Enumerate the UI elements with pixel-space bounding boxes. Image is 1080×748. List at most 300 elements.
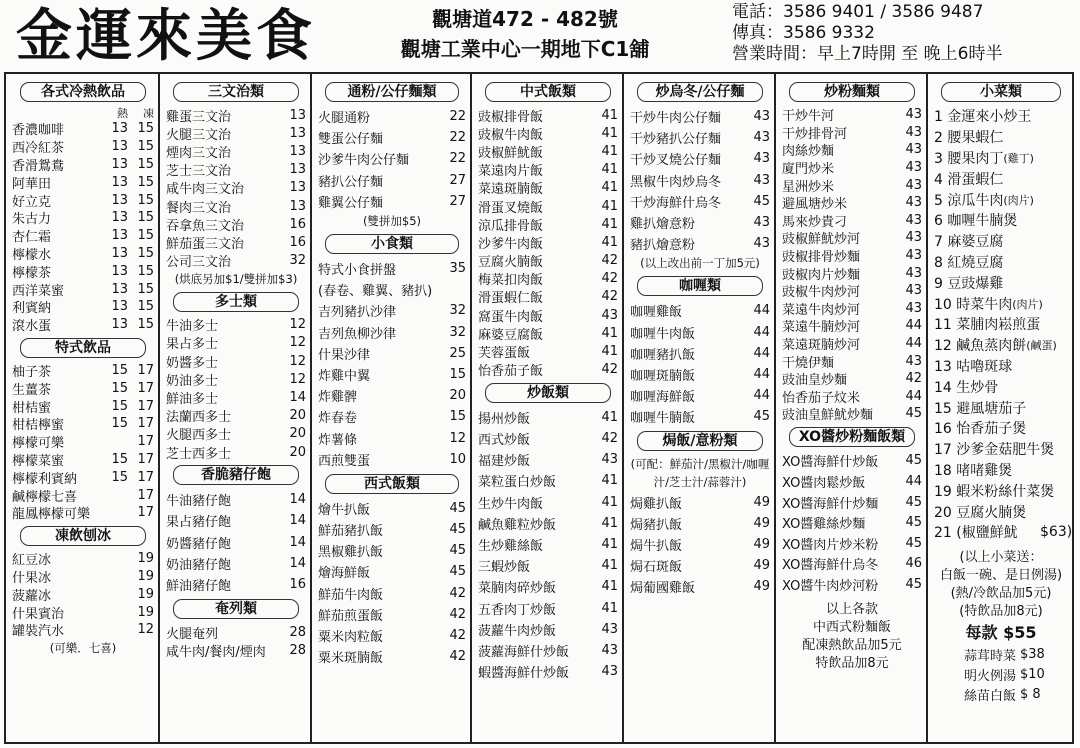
item-name: 果占豬仔飽 bbox=[166, 515, 232, 531]
fax: 傳真：3586 9332 bbox=[732, 23, 875, 43]
item-name: XO醬肉片炒米粉 bbox=[782, 537, 879, 553]
item-name: 特式小食拼盤 bbox=[318, 263, 397, 279]
item-name: 滾水蛋 bbox=[12, 319, 52, 335]
menu-item bbox=[12, 433, 154, 451]
item-price: 43 bbox=[905, 353, 922, 369]
item-price: 43 bbox=[601, 642, 618, 658]
item-name: 火腿奄列 bbox=[166, 626, 219, 642]
extra-name: 明火例湯 bbox=[963, 669, 1016, 685]
item-name: 牛油豬仔飽 bbox=[166, 494, 232, 510]
item-price: 42 bbox=[905, 371, 922, 387]
item-price: 43 bbox=[905, 124, 922, 140]
cold-price: 15 bbox=[137, 192, 154, 208]
menu-item bbox=[934, 272, 1068, 293]
item-name: 怡香茄子炆米 bbox=[782, 390, 861, 406]
item-name: 鮮茄豬扒飯 bbox=[318, 524, 384, 540]
item-price: 43 bbox=[753, 172, 770, 188]
item-price: 43 bbox=[905, 177, 922, 193]
menu-item bbox=[782, 335, 922, 353]
item-price: 43 bbox=[753, 109, 770, 125]
item-price: 12 bbox=[289, 317, 306, 333]
menu-item bbox=[478, 555, 618, 576]
item-name: 干炒叉燒公仔麵 bbox=[630, 153, 722, 169]
menu-item bbox=[318, 385, 466, 406]
item-name: 9 豆豉爆雞 bbox=[934, 275, 1004, 292]
item-price: 45 bbox=[449, 543, 466, 559]
item-name: 14 生炒骨 bbox=[934, 379, 999, 396]
menu-item bbox=[934, 148, 1068, 169]
item-name: 滑蛋叉燒飯 bbox=[478, 200, 544, 216]
menu-item bbox=[166, 425, 306, 443]
extra-name: 絲苗白飯 bbox=[963, 689, 1016, 705]
item-name: 豉椒牛肉炒河 bbox=[782, 285, 861, 301]
item-name: 西冷紅茶 bbox=[12, 141, 65, 157]
menu-item bbox=[782, 471, 922, 492]
hot-price: 13 bbox=[111, 299, 128, 315]
item-name: 鮮油豬仔飽 bbox=[166, 579, 232, 595]
menu-item bbox=[934, 522, 1072, 543]
item-name: 生炒牛肉飯 bbox=[478, 496, 544, 512]
menu-item bbox=[478, 288, 618, 306]
cold-price: 19 bbox=[137, 604, 154, 620]
menu-item bbox=[934, 397, 1068, 418]
item-name: 檸檬利賓納 bbox=[12, 471, 78, 487]
item-price: 10 bbox=[449, 451, 466, 467]
menu-item bbox=[478, 661, 618, 682]
menu-item bbox=[934, 418, 1068, 439]
menu-item bbox=[166, 510, 306, 531]
item-price: 16 bbox=[289, 577, 306, 593]
item-price: 20 bbox=[289, 426, 306, 442]
item-name: XO醬肉鬆炒飯 bbox=[782, 476, 866, 492]
menu-item bbox=[934, 501, 1068, 522]
menu-item bbox=[630, 343, 770, 364]
menu-item bbox=[630, 127, 770, 148]
hot-price: 13 bbox=[111, 228, 128, 244]
item-name: 豉椒鮮魷炒河 bbox=[782, 232, 861, 248]
item-price: 41 bbox=[601, 107, 618, 123]
item-name: 豉椒排骨飯 bbox=[478, 109, 544, 125]
item-price: 45 bbox=[449, 564, 466, 580]
section-title: 小菜類 bbox=[941, 82, 1061, 102]
item-name: 揚州炒飯 bbox=[478, 411, 531, 427]
business-hours: 營業時間：早上7時開 至 晚上6時半 bbox=[732, 44, 1003, 64]
menu-item bbox=[12, 504, 154, 522]
item-name: 牛油多士 bbox=[166, 319, 219, 335]
item-price: 16 bbox=[289, 216, 306, 232]
hot-price: 13 bbox=[111, 139, 128, 155]
menu-section bbox=[478, 82, 618, 379]
menu-item bbox=[318, 498, 466, 519]
hot-price: 13 bbox=[111, 192, 128, 208]
item-name: 芝士三文治 bbox=[166, 164, 232, 180]
menu-item bbox=[478, 215, 618, 233]
menu-item bbox=[934, 252, 1068, 273]
item-price: 41 bbox=[601, 162, 618, 178]
menu-item bbox=[318, 148, 466, 169]
hot-price: 13 bbox=[111, 281, 128, 297]
menu-column bbox=[926, 74, 1072, 742]
item-price: 44 bbox=[753, 366, 770, 382]
item-price: 41 bbox=[601, 600, 618, 616]
menu-item bbox=[630, 385, 770, 406]
extra-item bbox=[934, 645, 1068, 665]
item-price: 13 bbox=[289, 198, 306, 214]
menu-item bbox=[318, 604, 466, 625]
item-price: 22 bbox=[449, 130, 466, 146]
menu-item bbox=[12, 156, 154, 174]
item-name: 檸檬可樂 bbox=[12, 436, 65, 452]
menu-item bbox=[12, 379, 154, 397]
menu-item bbox=[12, 316, 154, 334]
item-price: 13 bbox=[289, 107, 306, 123]
menu-column bbox=[310, 74, 470, 742]
item-name: 18 啫啫雞煲 bbox=[934, 462, 1013, 479]
item-name: 果占多士 bbox=[166, 337, 219, 353]
cold-price: 15 bbox=[137, 156, 154, 172]
cold-price: 15 bbox=[137, 317, 154, 333]
item-name: 豬扒燴意粉 bbox=[630, 238, 696, 254]
item-name: 菜遠斑腩炒河 bbox=[782, 338, 861, 354]
menu-item bbox=[782, 352, 922, 370]
section-title: 咖喱類 bbox=[637, 276, 763, 296]
item-name: 梅菜扣肉飯 bbox=[478, 273, 544, 289]
section-title: 奄列類 bbox=[173, 599, 299, 619]
menu-section bbox=[630, 431, 770, 597]
item-price: 43 bbox=[905, 195, 922, 211]
item-price: 13 bbox=[289, 180, 306, 196]
item-price: 28 bbox=[289, 624, 306, 640]
hot-price: 15 bbox=[111, 380, 128, 396]
item-name: 罐裝汽水 bbox=[12, 624, 65, 640]
menu-item bbox=[166, 161, 306, 179]
item-price: 43 bbox=[601, 621, 618, 637]
item-name: 柑桔檸蜜 bbox=[12, 418, 65, 434]
item-name: 豉油皇炒麵 bbox=[782, 373, 848, 389]
item-name: 吉列豬扒沙律 bbox=[318, 305, 397, 321]
section-title: 炒飯類 bbox=[485, 383, 611, 403]
menu-item bbox=[478, 306, 618, 324]
item-price: 45 bbox=[753, 193, 770, 209]
item-price: 46 bbox=[905, 556, 922, 572]
item-name: 7 麻婆豆腐 bbox=[934, 234, 1004, 251]
menu-item bbox=[166, 407, 306, 425]
menu-item bbox=[782, 212, 922, 230]
menu-item bbox=[630, 148, 770, 169]
cold-price: 17 bbox=[137, 434, 154, 450]
menu-item bbox=[478, 470, 618, 491]
cold-price: 19 bbox=[137, 551, 154, 567]
address-line-1: 觀塘道472 - 482號 bbox=[432, 7, 618, 31]
menu-item bbox=[318, 561, 466, 582]
item-price: 35 bbox=[449, 261, 466, 277]
cold-price: 15 bbox=[137, 281, 154, 297]
item-name: 檸檬茶 bbox=[12, 265, 52, 281]
item-price: 41 bbox=[601, 515, 618, 531]
cold-price: 17 bbox=[137, 469, 154, 485]
menu-item bbox=[782, 512, 922, 533]
item-name: 6 咖喱牛腩煲 bbox=[934, 213, 1018, 230]
menu-item bbox=[166, 197, 306, 215]
menu-item bbox=[934, 127, 1068, 148]
menu-item bbox=[166, 233, 306, 251]
item-name: 5 涼瓜牛肉 bbox=[934, 192, 1004, 209]
item-price: 43 bbox=[753, 130, 770, 146]
menu-section bbox=[782, 427, 922, 595]
menu-item bbox=[166, 352, 306, 370]
item-price: 41 bbox=[601, 579, 618, 595]
cold-price: 15 bbox=[137, 263, 154, 279]
item-price: 41 bbox=[601, 125, 618, 141]
item-price: 13 bbox=[289, 162, 306, 178]
item-name: 菜遠牛肉炒河 bbox=[782, 302, 861, 318]
cold-price: 12 bbox=[137, 622, 154, 638]
section-title: 炒烏冬/公仔麵 bbox=[637, 82, 763, 102]
menu-column bbox=[622, 74, 774, 742]
item-price: 41 bbox=[601, 198, 618, 214]
item-name: 燴牛扒飯 bbox=[318, 502, 371, 518]
item-name: 麻婆豆腐飯 bbox=[478, 327, 544, 343]
extra-price: $ 8 bbox=[1020, 687, 1041, 703]
item-name: 21 (椒鹽鮮魷 bbox=[934, 525, 1018, 542]
item-name: 15 避風塘茄子 bbox=[934, 400, 1027, 417]
price-header-row bbox=[12, 106, 154, 120]
menu-item bbox=[630, 555, 770, 576]
menu-item bbox=[12, 451, 154, 469]
item-price: 32 bbox=[289, 253, 306, 269]
menu-item bbox=[782, 194, 922, 212]
item-price: 41 bbox=[601, 234, 618, 250]
menu-item bbox=[782, 388, 922, 406]
menu-item bbox=[12, 298, 154, 316]
menu-item bbox=[12, 280, 154, 298]
item-name: 餐肉三文治 bbox=[166, 200, 232, 216]
item-name: 雞蛋三文治 bbox=[166, 109, 232, 125]
item-name: 奶醬豬仔飽 bbox=[166, 536, 232, 552]
item-name: 馬來炒貴刁 bbox=[782, 214, 848, 230]
item-price: 14 bbox=[289, 555, 306, 571]
item-name: 什果賓治 bbox=[12, 606, 65, 622]
item-name: 焗雞扒飯 bbox=[630, 496, 683, 512]
item-price: 32 bbox=[449, 324, 466, 340]
item-price: 32 bbox=[449, 303, 466, 319]
menu-item bbox=[12, 173, 154, 191]
item-name: 柑桔蜜 bbox=[12, 400, 52, 416]
menu-section bbox=[782, 82, 922, 423]
item-price: 41 bbox=[601, 558, 618, 574]
menu-item bbox=[478, 492, 618, 513]
menu-item bbox=[12, 468, 154, 486]
item-name: 17 沙爹金菇肥牛煲 bbox=[934, 442, 1055, 459]
item-name: 咖喱雞飯 bbox=[630, 305, 683, 321]
footer-line: (特飲品加8元) bbox=[959, 603, 1043, 619]
menu-item bbox=[630, 212, 770, 233]
item-name: 咖喱牛肉飯 bbox=[630, 326, 696, 342]
item-price: 42 bbox=[449, 606, 466, 622]
cold-price: 17 bbox=[137, 487, 154, 503]
item-price: 41 bbox=[601, 216, 618, 232]
item-name: 星洲炒米 bbox=[782, 179, 835, 195]
menu-item bbox=[782, 229, 922, 247]
item-price: 42 bbox=[601, 271, 618, 287]
item-name: 炸春卷 bbox=[318, 411, 358, 427]
extra-name: 蒜茸時菜 bbox=[963, 649, 1016, 665]
menu-item bbox=[318, 540, 466, 561]
menu-item bbox=[934, 293, 1068, 314]
hot-price: 13 bbox=[111, 156, 128, 172]
item-price: 12 bbox=[289, 335, 306, 351]
menu-section bbox=[12, 338, 154, 522]
item-name: 炸雞髀 bbox=[318, 390, 358, 406]
item-price: 14 bbox=[289, 492, 306, 508]
item-name: 黑椒牛肉炒烏冬 bbox=[630, 174, 722, 190]
menu-item bbox=[12, 191, 154, 209]
section-title: 焗飯/意粉類 bbox=[637, 431, 763, 451]
menu-section bbox=[166, 82, 306, 288]
item-price: 45 bbox=[905, 494, 922, 510]
menu-item bbox=[934, 356, 1068, 377]
item-name: 三蝦炒飯 bbox=[478, 560, 531, 576]
item-price: 16 bbox=[289, 234, 306, 250]
item-price: 43 bbox=[905, 107, 922, 123]
menu-item bbox=[478, 233, 618, 251]
hot-price: 15 bbox=[111, 416, 128, 432]
menu-item bbox=[630, 191, 770, 212]
cold-price: 17 bbox=[137, 362, 154, 378]
cold-price-header: 凍 bbox=[143, 107, 154, 120]
item-price: 13 bbox=[289, 143, 306, 159]
menu-item bbox=[166, 179, 306, 197]
menu-item bbox=[318, 427, 466, 448]
menu-item bbox=[318, 583, 466, 604]
section-note: (烘底另加$1/雙拼加$3) bbox=[174, 271, 298, 286]
menu-section bbox=[478, 383, 618, 682]
menu-item bbox=[782, 247, 922, 265]
item-price: 41 bbox=[601, 473, 618, 489]
item-price: 25 bbox=[449, 345, 466, 361]
item-name: (春卷、雞翼、豬扒) bbox=[318, 284, 433, 300]
menu-item bbox=[934, 231, 1068, 252]
menu-item bbox=[12, 621, 154, 639]
section-title: 香脆豬仔飽 bbox=[173, 465, 299, 485]
menu-item bbox=[318, 625, 466, 646]
menu-item bbox=[318, 106, 466, 127]
menu-item bbox=[630, 300, 770, 321]
item-price: 41 bbox=[601, 344, 618, 360]
menu-item bbox=[318, 519, 466, 540]
menu-item bbox=[630, 106, 770, 127]
item-name: 芙蓉蛋飯 bbox=[478, 346, 531, 362]
item-name: 沙爹牛肉公仔麵 bbox=[318, 153, 410, 169]
menu-section bbox=[318, 234, 466, 470]
item-name: XO醬牛肉炒河粉 bbox=[782, 579, 879, 595]
menu-item bbox=[318, 258, 466, 279]
item-name: 阿華田 bbox=[12, 176, 52, 192]
footer-line: 以上各款 bbox=[825, 601, 878, 617]
menu-item bbox=[166, 574, 306, 595]
menu-item bbox=[478, 252, 618, 270]
item-name: 菠蘿海鮮什炒飯 bbox=[478, 644, 570, 660]
item-price: 43 bbox=[905, 160, 922, 176]
item-price: 41 bbox=[601, 494, 618, 510]
phone: 電話：3586 9401 / 3586 9487 bbox=[732, 2, 984, 22]
menu-item bbox=[12, 245, 154, 263]
item-price: 43 bbox=[753, 151, 770, 167]
item-price: 41 bbox=[601, 537, 618, 553]
item-price: 43 bbox=[905, 300, 922, 316]
item-name: 10 時菜牛肉 bbox=[934, 296, 1013, 313]
item-name: 咖喱斑腩飯 bbox=[630, 368, 696, 384]
menu-item bbox=[630, 233, 770, 254]
item-name: 雙蛋公仔麵 bbox=[318, 132, 384, 148]
menu-item bbox=[318, 343, 466, 364]
extra-price: $10 bbox=[1020, 667, 1045, 683]
section-title: 特式飲品 bbox=[20, 338, 146, 358]
item-name: XO醬海鮮什炒麵 bbox=[782, 496, 879, 512]
menu-item bbox=[934, 189, 1068, 210]
item-price: 44 bbox=[905, 336, 922, 352]
item-name: 怡香茄子飯 bbox=[478, 364, 544, 380]
item-price: 49 bbox=[753, 494, 770, 510]
menu-item bbox=[166, 124, 306, 142]
menu-item bbox=[12, 362, 154, 380]
item-option: (肉片) bbox=[1003, 193, 1034, 207]
footer-line: (熱/冷飲品加5元) bbox=[950, 585, 1052, 601]
menu-column bbox=[470, 74, 622, 742]
item-name: 檸檬菜蜜 bbox=[12, 453, 65, 469]
menu-item bbox=[12, 550, 154, 568]
item-price: 45 bbox=[449, 522, 466, 538]
item-name: 火腿西多士 bbox=[166, 428, 232, 444]
item-name: 炸雞中翼 bbox=[318, 368, 371, 384]
menu-item bbox=[12, 397, 154, 415]
item-name: 西式炒飯 bbox=[478, 433, 531, 449]
item-name: 鮮茄蛋三文治 bbox=[166, 236, 245, 252]
item-price: 49 bbox=[753, 515, 770, 531]
footer-line: 配凍熱飲品加5元 bbox=[802, 637, 902, 653]
menu-item bbox=[166, 553, 306, 574]
item-name: 1 金運來小炒王 bbox=[934, 109, 1032, 126]
item-price: 45 bbox=[905, 577, 922, 593]
item-name: 福建炒飯 bbox=[478, 454, 531, 470]
item-price: 49 bbox=[753, 536, 770, 552]
hot-price: 13 bbox=[111, 210, 128, 226]
item-name: 西洋菜蜜 bbox=[12, 283, 65, 299]
item-price: 49 bbox=[753, 579, 770, 595]
item-name: XO醬雞絲炒麵 bbox=[782, 517, 866, 533]
section-title: 炒粉麵類 bbox=[789, 82, 915, 102]
item-name: 煙肉三文治 bbox=[166, 145, 232, 161]
section-title: 小食類 bbox=[325, 234, 459, 254]
item-name: 沙爹牛肉飯 bbox=[478, 236, 544, 252]
hot-price: 13 bbox=[111, 263, 128, 279]
item-price: 14 bbox=[289, 534, 306, 550]
item-name: 檸檬水 bbox=[12, 247, 52, 263]
menu-item bbox=[782, 574, 922, 595]
item-price: 43 bbox=[905, 142, 922, 158]
section-title: XO醬炒粉麵飯類 bbox=[789, 427, 915, 447]
menu-item bbox=[630, 322, 770, 343]
menu-item bbox=[12, 568, 154, 586]
menu-item bbox=[630, 491, 770, 512]
item-name: 什果沙律 bbox=[318, 347, 371, 363]
item-name: 咖喱海鮮飯 bbox=[630, 390, 696, 406]
menu-item bbox=[782, 451, 922, 472]
item-price: 20 bbox=[449, 388, 466, 404]
item-price: 43 bbox=[601, 664, 618, 680]
item-name: 菜腩肉碎炒飯 bbox=[478, 581, 557, 597]
item-name: 焗石斑飯 bbox=[630, 560, 683, 576]
